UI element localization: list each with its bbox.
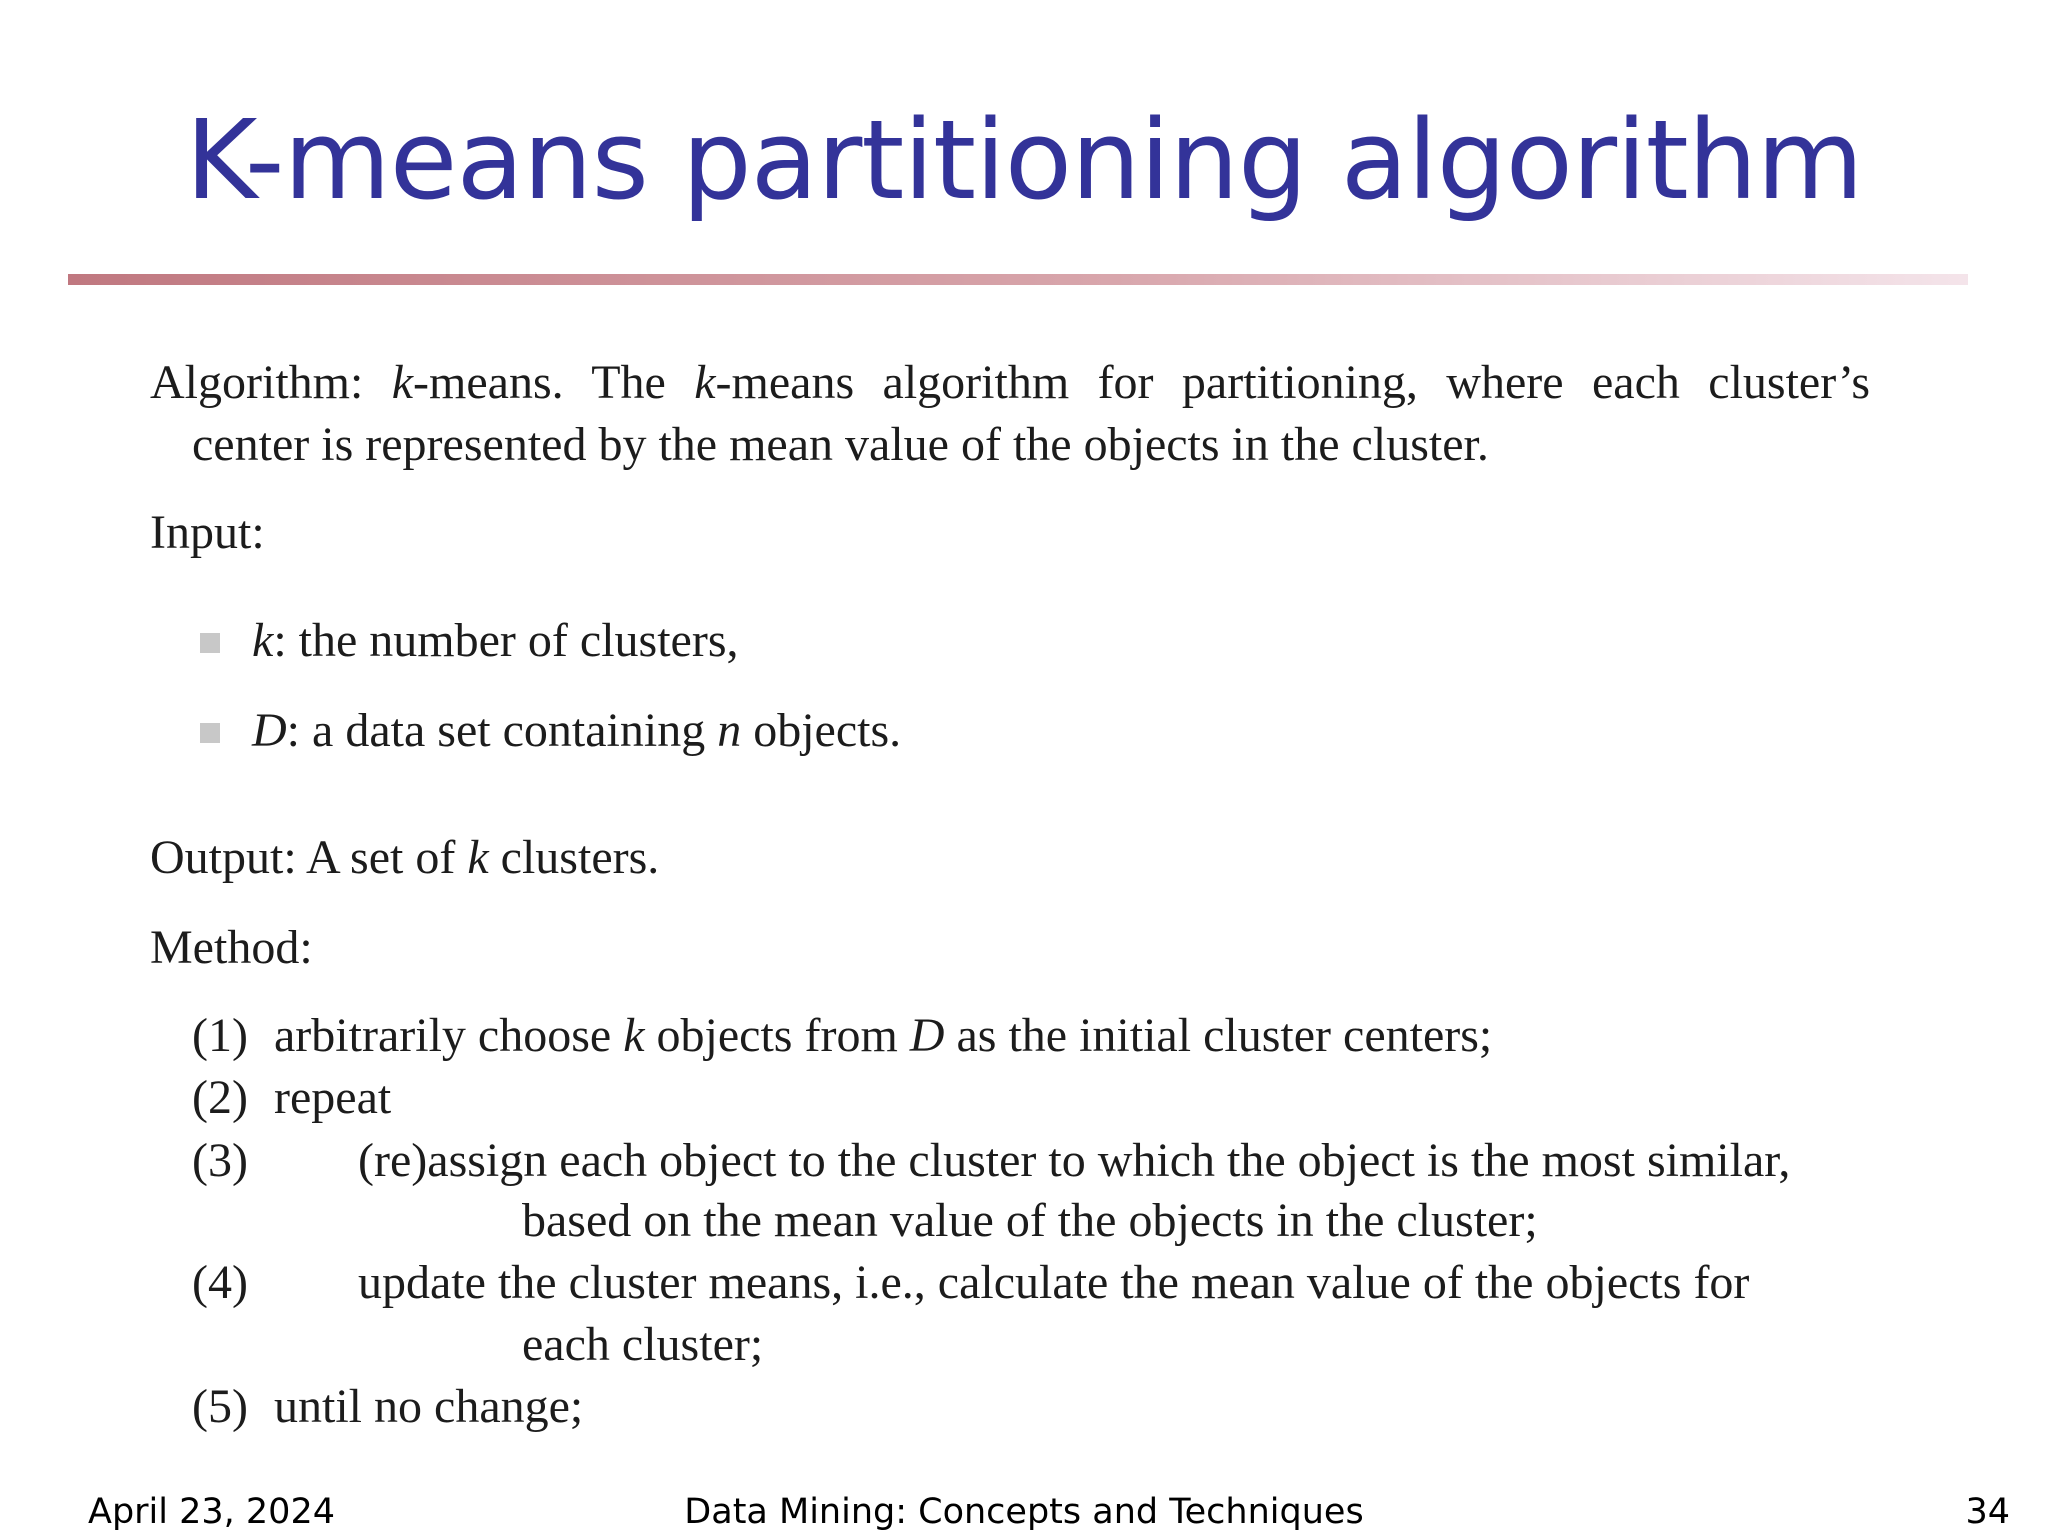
step-number: (2) (192, 1071, 248, 1124)
step-1-var-d: D (909, 1009, 945, 1062)
algorithm-desc-k: k (694, 356, 716, 409)
step-1-var-k: k (623, 1009, 645, 1062)
step-number: (3) (192, 1134, 248, 1187)
step-2-text: repeat (274, 1071, 392, 1124)
step-1-post: as the initial cluster centers; (944, 1009, 1493, 1062)
step-number: (1) (192, 1009, 248, 1062)
input-item-d (252, 703, 901, 758)
input-text-d-post: objects. (741, 704, 902, 757)
input-text-k: : the number of clusters, (273, 614, 739, 667)
step-1-text (274, 1008, 1492, 1063)
footer-date: April 23, 2024 (88, 1492, 335, 1532)
algorithm-label: Algorithm: (150, 356, 364, 409)
input-label: Input: (150, 506, 265, 559)
step-1-mid: objects from (644, 1009, 910, 1062)
bullet-square-icon (200, 723, 220, 743)
input-item-k (252, 613, 739, 668)
input-var-d: D (252, 704, 287, 757)
output-var-k: k (467, 831, 489, 884)
step-4-text: update the cluster means, i.e., calculate the mean value of the objects for (358, 1256, 1750, 1309)
algorithm-name-suffix: -means. (413, 356, 564, 409)
algorithm-desc-pre: The (591, 356, 666, 409)
algorithm-desc-line2: center is represented by the mean value of the objects in the cluster. (192, 418, 1489, 471)
slide-title: K-means partitioning algorithm (185, 96, 1863, 224)
step-3-continuation: based on the mean value of the objects in the cluster; (522, 1194, 1538, 1247)
step-4-continuation: each cluster; (522, 1318, 764, 1371)
input-var-n: n (717, 704, 742, 757)
step-5-text: until no change; (274, 1380, 584, 1433)
title-divider (68, 274, 1968, 285)
step-number: (5) (192, 1380, 248, 1433)
step-3-text: (re)assign each object to the cluster to which the object is the most similar, (358, 1134, 1791, 1187)
output-label: Output: (150, 831, 297, 884)
footer-title: Data Mining: Concepts and Techniques (684, 1492, 1364, 1532)
output-line (150, 830, 659, 885)
algorithm-desc-rest: -means algorithm for partitioning, where each cluster’s (715, 356, 1871, 409)
method-label: Method: (150, 921, 313, 974)
algorithm-heading-line (150, 355, 1870, 410)
input-text-d-pre: : a data set containing (286, 704, 718, 757)
output-pre: A set of (296, 831, 468, 884)
step-1-pre: arbitrarily choose (274, 1009, 624, 1062)
bullet-square-icon (200, 633, 220, 653)
input-var-k: k (252, 614, 274, 667)
output-post: clusters. (488, 831, 660, 884)
footer-page-number: 34 (1965, 1492, 2010, 1532)
algorithm-name-var: k (391, 356, 414, 409)
step-number: (4) (192, 1256, 248, 1309)
